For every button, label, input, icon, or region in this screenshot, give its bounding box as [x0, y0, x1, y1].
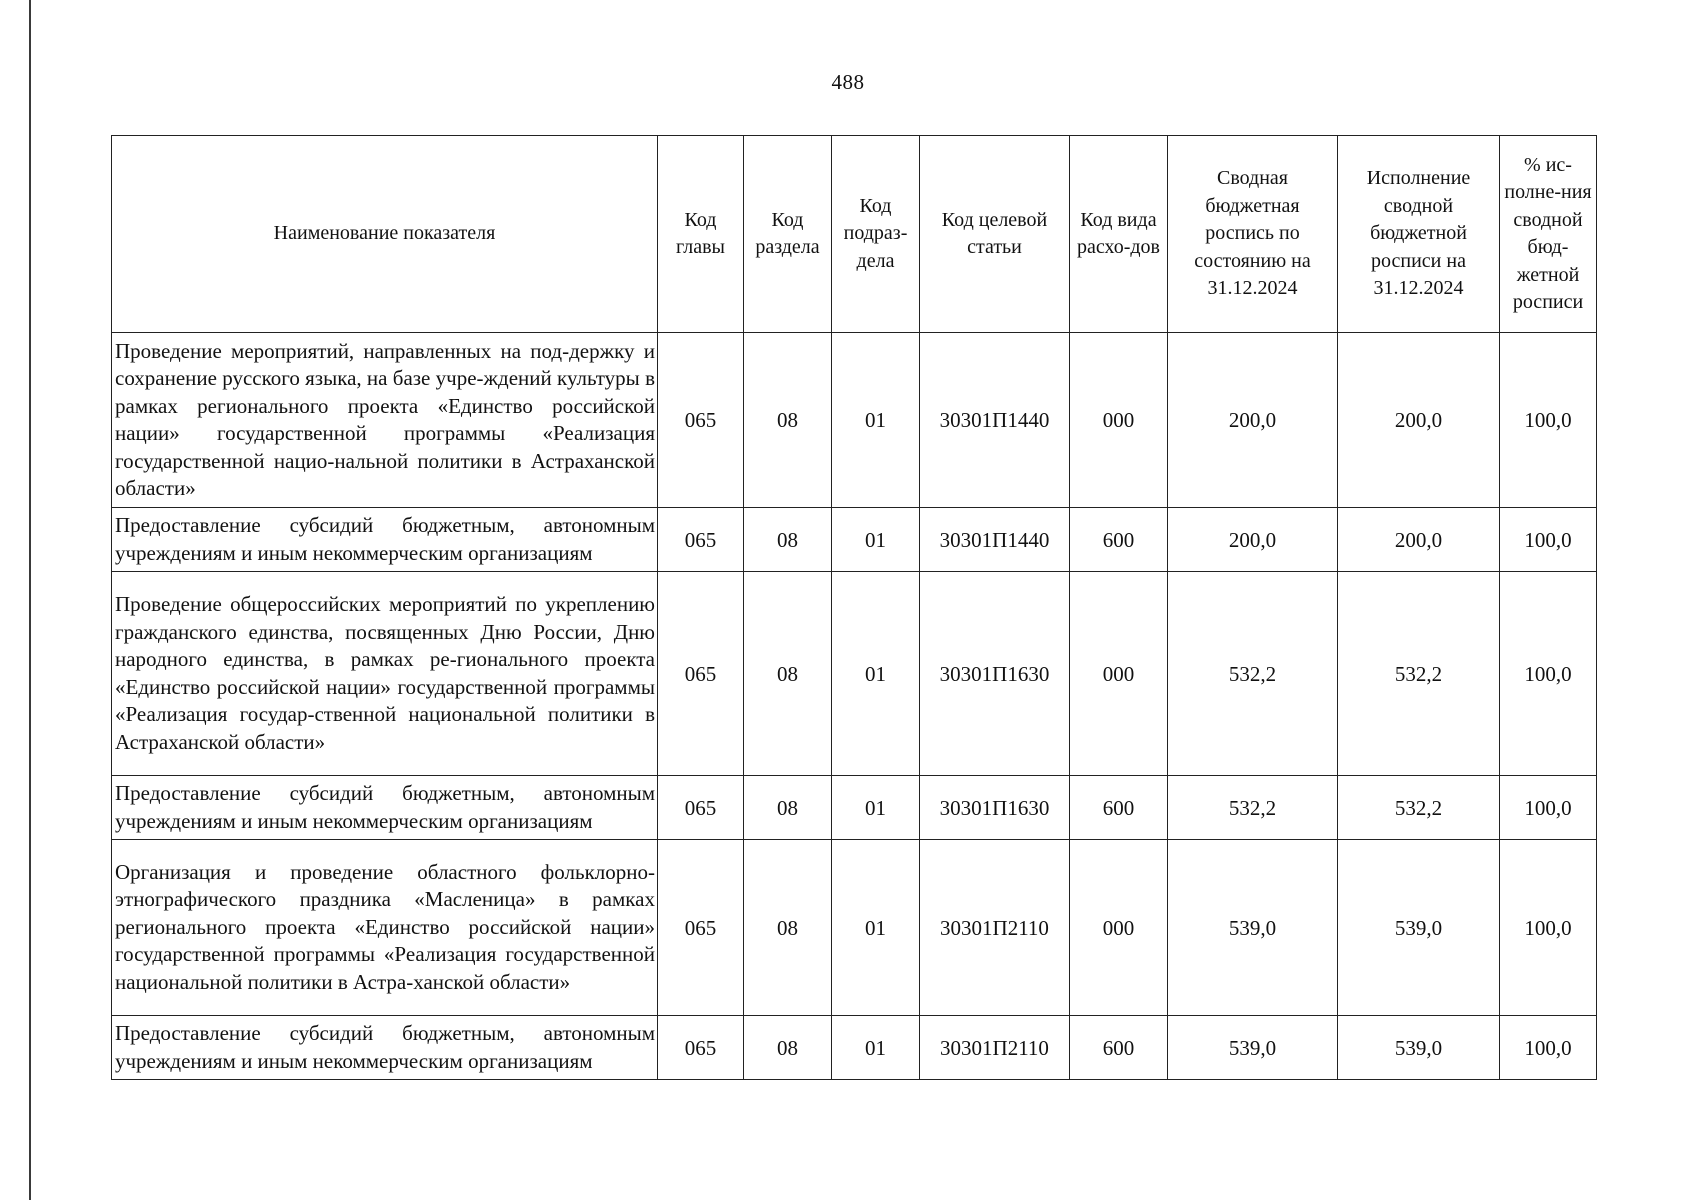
header-execution-percent: % ис-полне-ния сводной бюд-жетной росписи [1500, 136, 1597, 333]
table-header-row [112, 136, 1597, 333]
table-row [112, 776, 1597, 840]
row-indicator-name: Проведение общероссийских мероприятий по укреплению гражданского единства, посвященных Дню России, Дню народного единства, в рамках ре-гионального проекта «Единство российской нации» государственной программы «Реализация государ-ственной национальной политики в Астраханской области» [112, 572, 658, 776]
row-budget-plan: 200,0 [1168, 333, 1338, 508]
row-target-item-code: 30301П1630 [920, 572, 1070, 776]
row-chapter-code: 065 [658, 333, 744, 508]
header-section-code: Код раздела [744, 136, 832, 333]
row-chapter-code: 065 [658, 572, 744, 776]
budget-execution-table [111, 135, 1597, 1080]
row-budget-plan: 532,2 [1168, 776, 1338, 840]
row-expense-type-code: 600 [1070, 776, 1168, 840]
row-execution-percent: 100,0 [1500, 333, 1597, 508]
binding-margin-line [29, 0, 31, 1200]
row-execution-percent: 100,0 [1500, 508, 1597, 572]
header-target-item-code: Код целевой статьи [920, 136, 1070, 333]
row-execution-percent: 100,0 [1500, 776, 1597, 840]
row-chapter-code: 065 [658, 776, 744, 840]
row-subsection-code: 01 [832, 333, 920, 508]
table-row [112, 333, 1597, 508]
row-budget-plan: 539,0 [1168, 840, 1338, 1016]
row-indicator-name: Предоставление субсидий бюджетным, автономным учреждениям и иным некоммерческим организациям [112, 508, 658, 572]
row-subsection-code: 01 [832, 508, 920, 572]
row-target-item-code: 30301П1630 [920, 776, 1070, 840]
row-chapter-code: 065 [658, 840, 744, 1016]
row-budget-execution: 200,0 [1338, 333, 1500, 508]
row-budget-execution: 539,0 [1338, 1016, 1500, 1080]
row-chapter-code: 065 [658, 1016, 744, 1080]
table-row [112, 572, 1597, 776]
header-chapter-code: Код главы [658, 136, 744, 333]
row-budget-execution: 200,0 [1338, 508, 1500, 572]
row-budget-plan: 200,0 [1168, 508, 1338, 572]
row-subsection-code: 01 [832, 776, 920, 840]
row-target-item-code: 30301П2110 [920, 840, 1070, 1016]
row-section-code: 08 [744, 333, 832, 508]
row-indicator-name: Предоставление субсидий бюджетным, автономным учреждениям и иным некоммерческим организациям [112, 1016, 658, 1080]
header-subsection-code: Код подраз-дела [832, 136, 920, 333]
row-expense-type-code: 000 [1070, 840, 1168, 1016]
header-indicator-name: Наименование показателя [112, 136, 658, 333]
row-target-item-code: 30301П1440 [920, 508, 1070, 572]
page-number: 488 [831, 70, 865, 94]
row-expense-type-code: 600 [1070, 1016, 1168, 1080]
table-row [112, 508, 1597, 572]
row-section-code: 08 [744, 508, 832, 572]
row-expense-type-code: 000 [1070, 572, 1168, 776]
row-indicator-name: Проведение мероприятий, направленных на под-держку и сохранение русского языка, на базе учре-ждений культуры в рамках регионального проекта «Единство российской нации» государственной программы «Реализация государственной нацио-нальной политики в Астраханской области» [112, 333, 658, 508]
row-budget-execution: 532,2 [1338, 572, 1500, 776]
header-budget-plan: Сводная бюджетная роспись по состоянию на 31.12.2024 [1168, 136, 1338, 333]
row-indicator-name: Предоставление субсидий бюджетным, автономным учреждениям и иным некоммерческим организациям [112, 776, 658, 840]
table-row [112, 840, 1597, 1016]
row-subsection-code: 01 [832, 572, 920, 776]
row-subsection-code: 01 [832, 1016, 920, 1080]
row-expense-type-code: 000 [1070, 333, 1168, 508]
row-chapter-code: 065 [658, 508, 744, 572]
table-row [112, 1016, 1597, 1080]
row-subsection-code: 01 [832, 840, 920, 1016]
row-indicator-name: Организация и проведение областного фольклорно-этнографического праздника «Масленица» в рамках регионального проекта «Единство российской нации» государственной программы «Реализация государственной национальной политики в Астра-ханской области» [112, 840, 658, 1016]
row-execution-percent: 100,0 [1500, 1016, 1597, 1080]
row-budget-plan: 539,0 [1168, 1016, 1338, 1080]
header-expense-type-code: Код вида расхо-дов [1070, 136, 1168, 333]
row-expense-type-code: 600 [1070, 508, 1168, 572]
row-budget-execution: 532,2 [1338, 776, 1500, 840]
row-section-code: 08 [744, 572, 832, 776]
row-execution-percent: 100,0 [1500, 572, 1597, 776]
header-budget-execution: Исполнение сводной бюджетной росписи на 31.12.2024 [1338, 136, 1500, 333]
row-budget-execution: 539,0 [1338, 840, 1500, 1016]
row-execution-percent: 100,0 [1500, 840, 1597, 1016]
row-target-item-code: 30301П2110 [920, 1016, 1070, 1080]
row-target-item-code: 30301П1440 [920, 333, 1070, 508]
row-budget-plan: 532,2 [1168, 572, 1338, 776]
row-section-code: 08 [744, 1016, 832, 1080]
row-section-code: 08 [744, 776, 832, 840]
row-section-code: 08 [744, 840, 832, 1016]
